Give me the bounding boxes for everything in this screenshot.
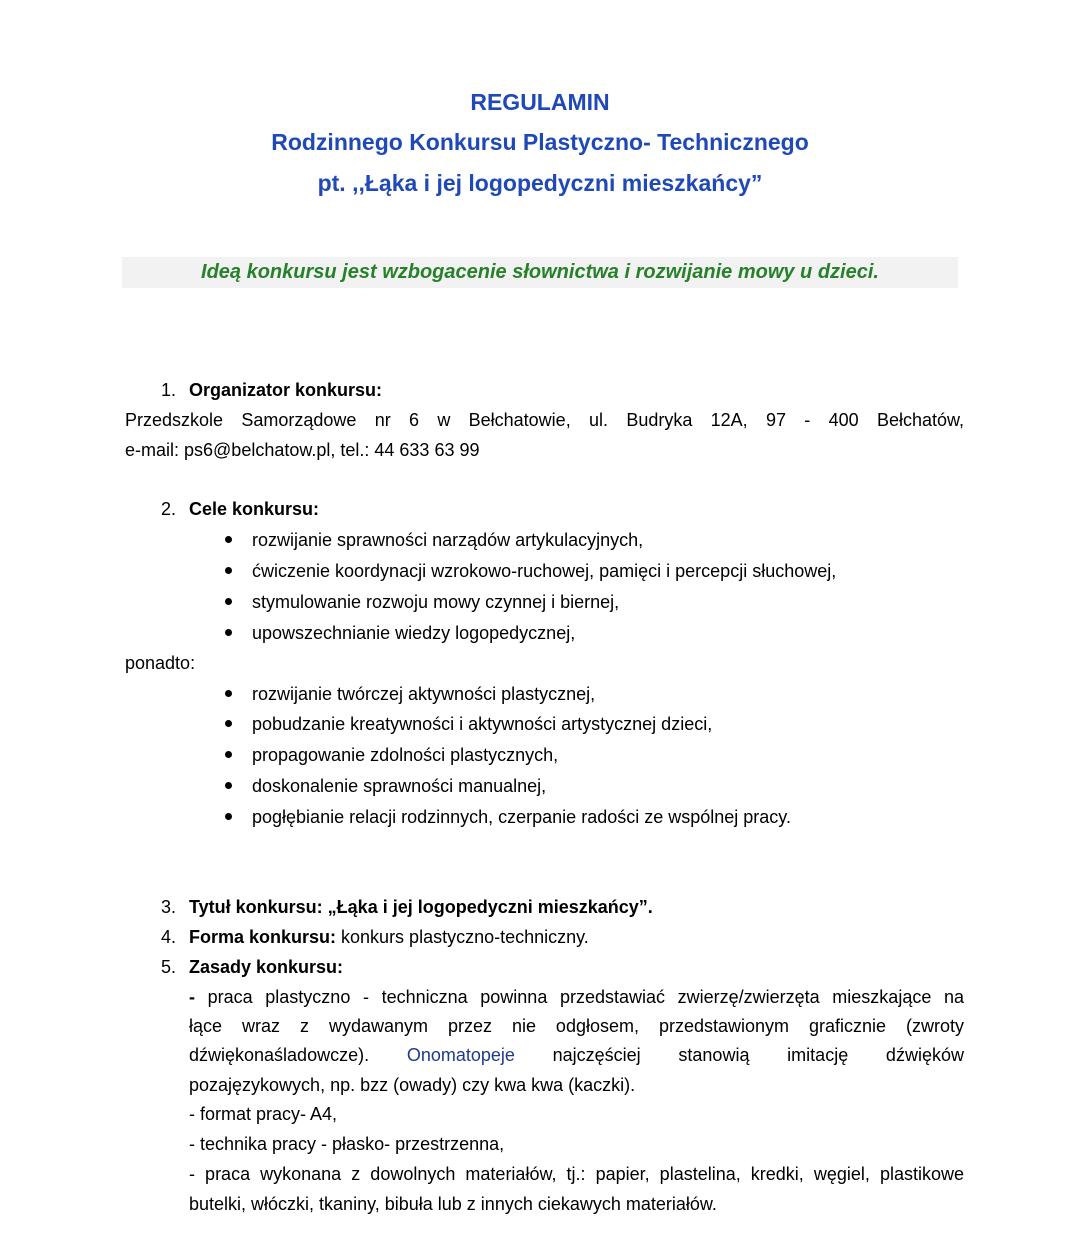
rule-materials-line-2: butelki, włóczki, tkaniny, bibuła lub z innych ciekawych materiałów.: [189, 1194, 717, 1214]
bullet-icon: [225, 782, 232, 789]
rule-1-line-3-c: najczęściej stanowią imitację dźwięków: [552, 1045, 964, 1065]
goal-item: stymulowanie rozwoju mowy czynnej i biernej,: [252, 592, 620, 612]
goal-item: pobudzanie kreatywności i aktywności artystycznej dzieci,: [252, 714, 713, 734]
bullet-icon: [225, 629, 232, 636]
rule-1-line-1: [189, 985, 964, 1009]
contest-form-value: konkurs plastyczno-techniczny.: [336, 927, 589, 947]
section-number-1: 1.: [160, 380, 176, 400]
goal-item: ćwiczenie koordynacji wzrokowo-ruchowej, pamięci i percepcji słuchowej,: [252, 561, 837, 581]
document-title: REGULAMIN: [470, 89, 610, 115]
goal-item: propagowanie zdolności plastycznych,: [252, 745, 559, 765]
goals-heading: Cele konkursu:: [189, 499, 320, 519]
bullet-icon: [225, 751, 232, 758]
rule-1-line-3-a: dźwiękonaśladowcze).: [189, 1045, 370, 1065]
rule-1-line-4: pozajęzykowych, np. bzz (owady) czy kwa kwa (kaczki).: [189, 1075, 636, 1095]
goal-item: upowszechnianie wiedzy logopedycznej,: [252, 623, 576, 643]
rule-technique: - technika pracy - płasko- przestrzenna,: [189, 1134, 505, 1154]
organizer-heading: Organizator konkursu:: [189, 380, 383, 400]
moreover-label: ponadto:: [125, 653, 196, 673]
bullet-icon: [225, 690, 232, 697]
bullet-icon: [225, 598, 232, 605]
section-number-2: 2.: [160, 499, 176, 519]
bullet-icon: [225, 720, 232, 727]
contest-form-line: [189, 925, 589, 949]
organizer-contact: e-mail: ps6@belchatow.pl, tel.: 44 633 63 99: [125, 440, 480, 460]
section-number-5: 5.: [160, 957, 176, 977]
goal-item: pogłębianie relacji rodzinnych, czerpanie radości ze wspólnej pracy.: [252, 807, 791, 827]
organizer-address: Przedszkole Samorządowe nr 6 w Bełchatowie, ul. Budryka 12A, 97 - 400 Bełchatów,: [125, 410, 964, 430]
contest-form-heading: Forma konkursu:: [189, 927, 337, 947]
rules-heading: Zasady konkursu:: [189, 957, 344, 977]
contest-title-line: Tytuł konkursu: „Łąka i jej logopedyczni mieszkańcy”.: [189, 897, 653, 917]
rule-dash: -: [189, 987, 195, 1007]
rule-format: - format pracy- A4,: [189, 1104, 338, 1124]
rule-1-text: praca plastyczno - techniczna powinna przedstawiać zwierzę/zwierzęta mieszkające na: [195, 987, 964, 1007]
rule-1-line-2: łące wraz z wydawanym przez nie odgłosem, przedstawionym graficznie (zwroty: [189, 1016, 964, 1036]
rule-materials-line-1: - praca wykonana z dowolnych materiałów, tj.: papier, plastelina, kredki, węgiel, plastikowe: [189, 1164, 964, 1184]
section-number-3: 3.: [160, 897, 176, 917]
bullet-icon: [225, 567, 232, 574]
onomatopoeia-link[interactable]: Onomatopeje: [406, 1045, 515, 1065]
rule-1-line-3: [189, 1043, 964, 1067]
idea-banner: Ideą konkursu jest wzbogacenie słownictwa i rozwijanie mowy u dzieci.: [122, 257, 958, 288]
goal-item: doskonalenie sprawności manualnej,: [252, 776, 547, 796]
section-number-4: 4.: [160, 927, 176, 947]
goal-item: rozwijanie twórczej aktywności plastycznej,: [252, 684, 596, 704]
goal-item: rozwijanie sprawności narządów artykulacyjnych,: [252, 530, 644, 550]
contest-subtitle: pt. ,,Łąka i jej logopedyczni mieszkańcy”: [317, 170, 763, 196]
bullet-icon: [225, 536, 232, 543]
bullet-icon: [225, 813, 232, 820]
contest-name: Rodzinnego Konkursu Plastyczno- Technicznego: [271, 129, 809, 155]
